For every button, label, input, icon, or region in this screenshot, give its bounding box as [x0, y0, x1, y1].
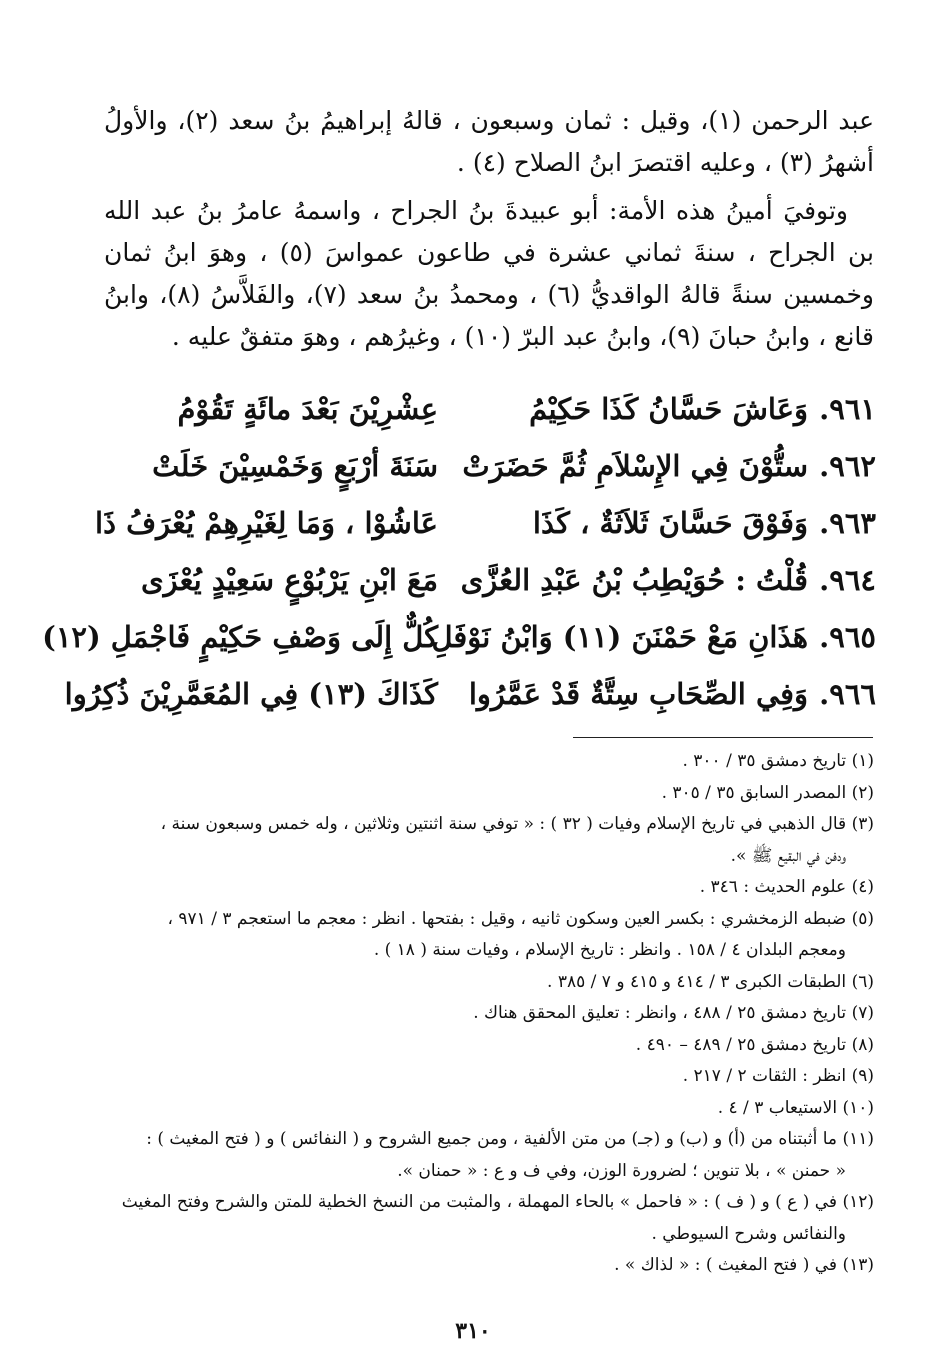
- verse-number: ٩٦٣.: [819, 506, 876, 540]
- footnote-6: [99, 967, 874, 999]
- verse-number: ٩٦٥.: [819, 620, 876, 654]
- footnote-10: [99, 1093, 874, 1125]
- verse-966: [64, 677, 876, 734]
- verse-number: ٩٦٦.: [819, 677, 876, 711]
- footnote-12: [99, 1187, 874, 1250]
- verse-section: [42, 392, 876, 734]
- footnotes-section: [99, 746, 874, 1282]
- footnote-number: (٤): [851, 877, 874, 897]
- footnote-number: (٦): [851, 971, 874, 992]
- verse-second-hemistich: سَنَةَ أرْبَعٍ وَخَمْسِيْنَ خَلَتْ: [152, 449, 438, 483]
- footnote-text: في ( ع ) و ( ف ) : « فاحمل » بالحاء المهملة ، والمثبت من النسخ الخطية للمتن والشرح وفتح المغيث: [121, 1192, 838, 1212]
- footnote-8: [99, 1030, 874, 1062]
- verse-961: [101, 392, 876, 449]
- verse-number: ٩٦٢.: [819, 449, 876, 483]
- footnote-number: (٨): [851, 1034, 874, 1055]
- prose-section: [104, 100, 874, 358]
- footnote-number: (٧): [851, 1003, 874, 1023]
- footnote-2: [99, 778, 874, 810]
- footnote-text: تاريخ دمشق ٢٥ / ٤٨٨ ، وانظر : تعليق المحقق هناك .: [473, 1003, 847, 1023]
- verse-963: [95, 506, 876, 563]
- verse-first-hemistich: ستُّوْنَ فِي الإِسْلاَمِ ثُمَّ حَضَرَتْ: [462, 449, 808, 483]
- footnote-continuation: ومعجم البلدان ٤ / ١٥٨ . وانظر : تاريخ الإسلام ، وفيات سنة ( ١٨ ) .: [373, 940, 846, 960]
- footnote-number: (٥): [851, 908, 874, 929]
- footnote-number: (١١): [842, 1129, 874, 1149]
- verse-second-hemistich: مَعَ ابْنِ يَرْبُوْعٍ سَعِيْدٍ يُعْزَى: [140, 563, 438, 597]
- verse-964: [101, 563, 876, 620]
- footnote-number: (٢): [851, 782, 874, 803]
- footnote-13: [99, 1250, 874, 1282]
- footnote-text: ضبطه الزمخشري : بكسر العين وسكون ثانيه ، وقيل : بفتحها . انظر : معجم ما استعجم ٣ / ٩٧١ ،: [167, 908, 847, 929]
- footnote-9: [99, 1061, 874, 1093]
- footnote-text: في ( فتح المغيث ) : « لذاك » .: [614, 1255, 838, 1275]
- footnote-text: انظر : الثقات ٢ / ٢١٧ .: [682, 1066, 847, 1086]
- footnote-number: (١): [851, 751, 874, 771]
- verse-number: ٩٦٤.: [819, 563, 876, 597]
- verse-first-hemistich: قُلْتُ : حُوَيْطِبُ بْنُ عَبْدِ العُزَّى: [460, 563, 808, 597]
- footnote-continuation: والنفائس وشرح السيوطي .: [651, 1223, 846, 1244]
- footnote-3: [99, 809, 874, 872]
- footnote-continuation: « حمنن » ، بلا تنوين ؛ لضرورة الوزن، وفي ف و ع : « حمنان ».: [397, 1160, 846, 1181]
- verse-962: [101, 449, 876, 506]
- footnote-number: (١٣): [842, 1255, 874, 1275]
- verse-second-hemistich: كُلٌّ إِلَى وَصْفِ حَكِيْمٍ فَاجْمَلِ (١٢): [42, 620, 438, 654]
- verse-second-hemistich: عَاشُوْا ، وَمَا لِغَيْرِهِمْ يُعْرَفُ ذَا: [95, 506, 438, 540]
- footnote-divider: [573, 737, 873, 738]
- footnote-text: ما أثبتناه من (أ) و (ب) و (جـ) من متن الألفية ، ومن جميع الشروح و ( النفائس ) و ( فتح المغيث ) :: [146, 1129, 838, 1149]
- footnote-text: علوم الحديث : ٣٤٦ .: [699, 877, 847, 897]
- page-number: ٣١٠: [455, 1318, 491, 1344]
- footnote-continuation: ودفن في البقيع ﷺ ».: [730, 845, 846, 866]
- footnote-number: (١٠): [842, 1097, 874, 1118]
- footnote-text: تاريخ دمشق ٣٥ / ٣٠٠ .: [682, 751, 847, 771]
- footnote-text: المصدر السابق ٣٥ / ٣٠٥ .: [661, 782, 847, 803]
- footnote-4: [99, 872, 874, 904]
- verse-965: [42, 620, 876, 677]
- footnote-text: قال الذهبي في تاريخ الإسلام وفيات ( ٣٢ ) : « توفي سنة اثنتين وثلاثين ، وله خمس وسبعون سنة ،: [160, 814, 847, 834]
- footnote-number: (١٢): [842, 1192, 874, 1212]
- verse-second-hemistich: عِشْرِيْنَ بَعْدَ مائَةٍ تَقُوْمُ: [177, 392, 438, 426]
- footnote-11: [99, 1124, 874, 1187]
- verse-first-hemistich: وَفَوْقَ حَسَّانَ ثَلاَثَةٌ ، كَذَا: [532, 506, 808, 540]
- prose-paragraph-2: وتوفيَ أمينُ هذه الأمة: أبو عبيدةَ بنُ الجراح ، واسمهُ عامرُ بنُ عبد الله بن الجراح ، سنةَ ثماني عشرة في طاعون عمواسَ (٥) ، وهوَ ابنُ ثمان وخمسين سنةً قالهُ الواقديُّ (٦) ، ومحمدُ بنُ سعد (٧)، والفَلاَّسُ (٨)، وابنُ قانع ، وابنُ حبانَ (٩)، وابنُ عبد البرّ (١٠) ، وغيرُهم ، وهوَ متفقٌ عليه .: [104, 196, 875, 351]
- footnote-1: [99, 746, 874, 778]
- footnote-number: (٩): [851, 1066, 874, 1086]
- footnote-5: [99, 904, 874, 967]
- footnote-7: [99, 998, 874, 1030]
- footnote-text: الطبقات الكبرى ٣ / ٤١٤ و ٤١٥ و ٧ / ٣٨٥ .: [547, 971, 847, 992]
- footnote-text: الاستيعاب ٣ / ٤ .: [717, 1097, 838, 1118]
- verse-first-hemistich: هَذَانِ مَعْ حَمْنَنَ (١١) وَابْنُ نَوْفَلِ: [431, 620, 808, 654]
- verse-first-hemistich: وَفِي الصِّحَابِ سِتَّةٌ قَدْ عَمَّرُوا: [468, 677, 808, 711]
- footnote-text: تاريخ دمشق ٢٥ / ٤٨٩ – ٤٩٠ .: [635, 1034, 847, 1055]
- prose-paragraph-1: عبد الرحمن (١)، وقيل : ثمان وسبعون ، قالهُ إبراهيمُ بنُ سعد (٢)، والأولُ أشهرُ (٣) ، وعليه اقتصرَ ابنُ الصلاح (٤) .: [104, 106, 874, 177]
- footnote-number: (٣): [851, 814, 874, 834]
- verse-number: ٩٦١.: [819, 392, 876, 426]
- verse-second-hemistich: كَذَاكَ (١٣) فِي المُعَمَّرِيْنَ ذُكِرُوا: [64, 677, 438, 711]
- verse-first-hemistich: وَعَاشَ حَسَّانُ كَذَا حَكِيْمُ: [529, 392, 808, 426]
